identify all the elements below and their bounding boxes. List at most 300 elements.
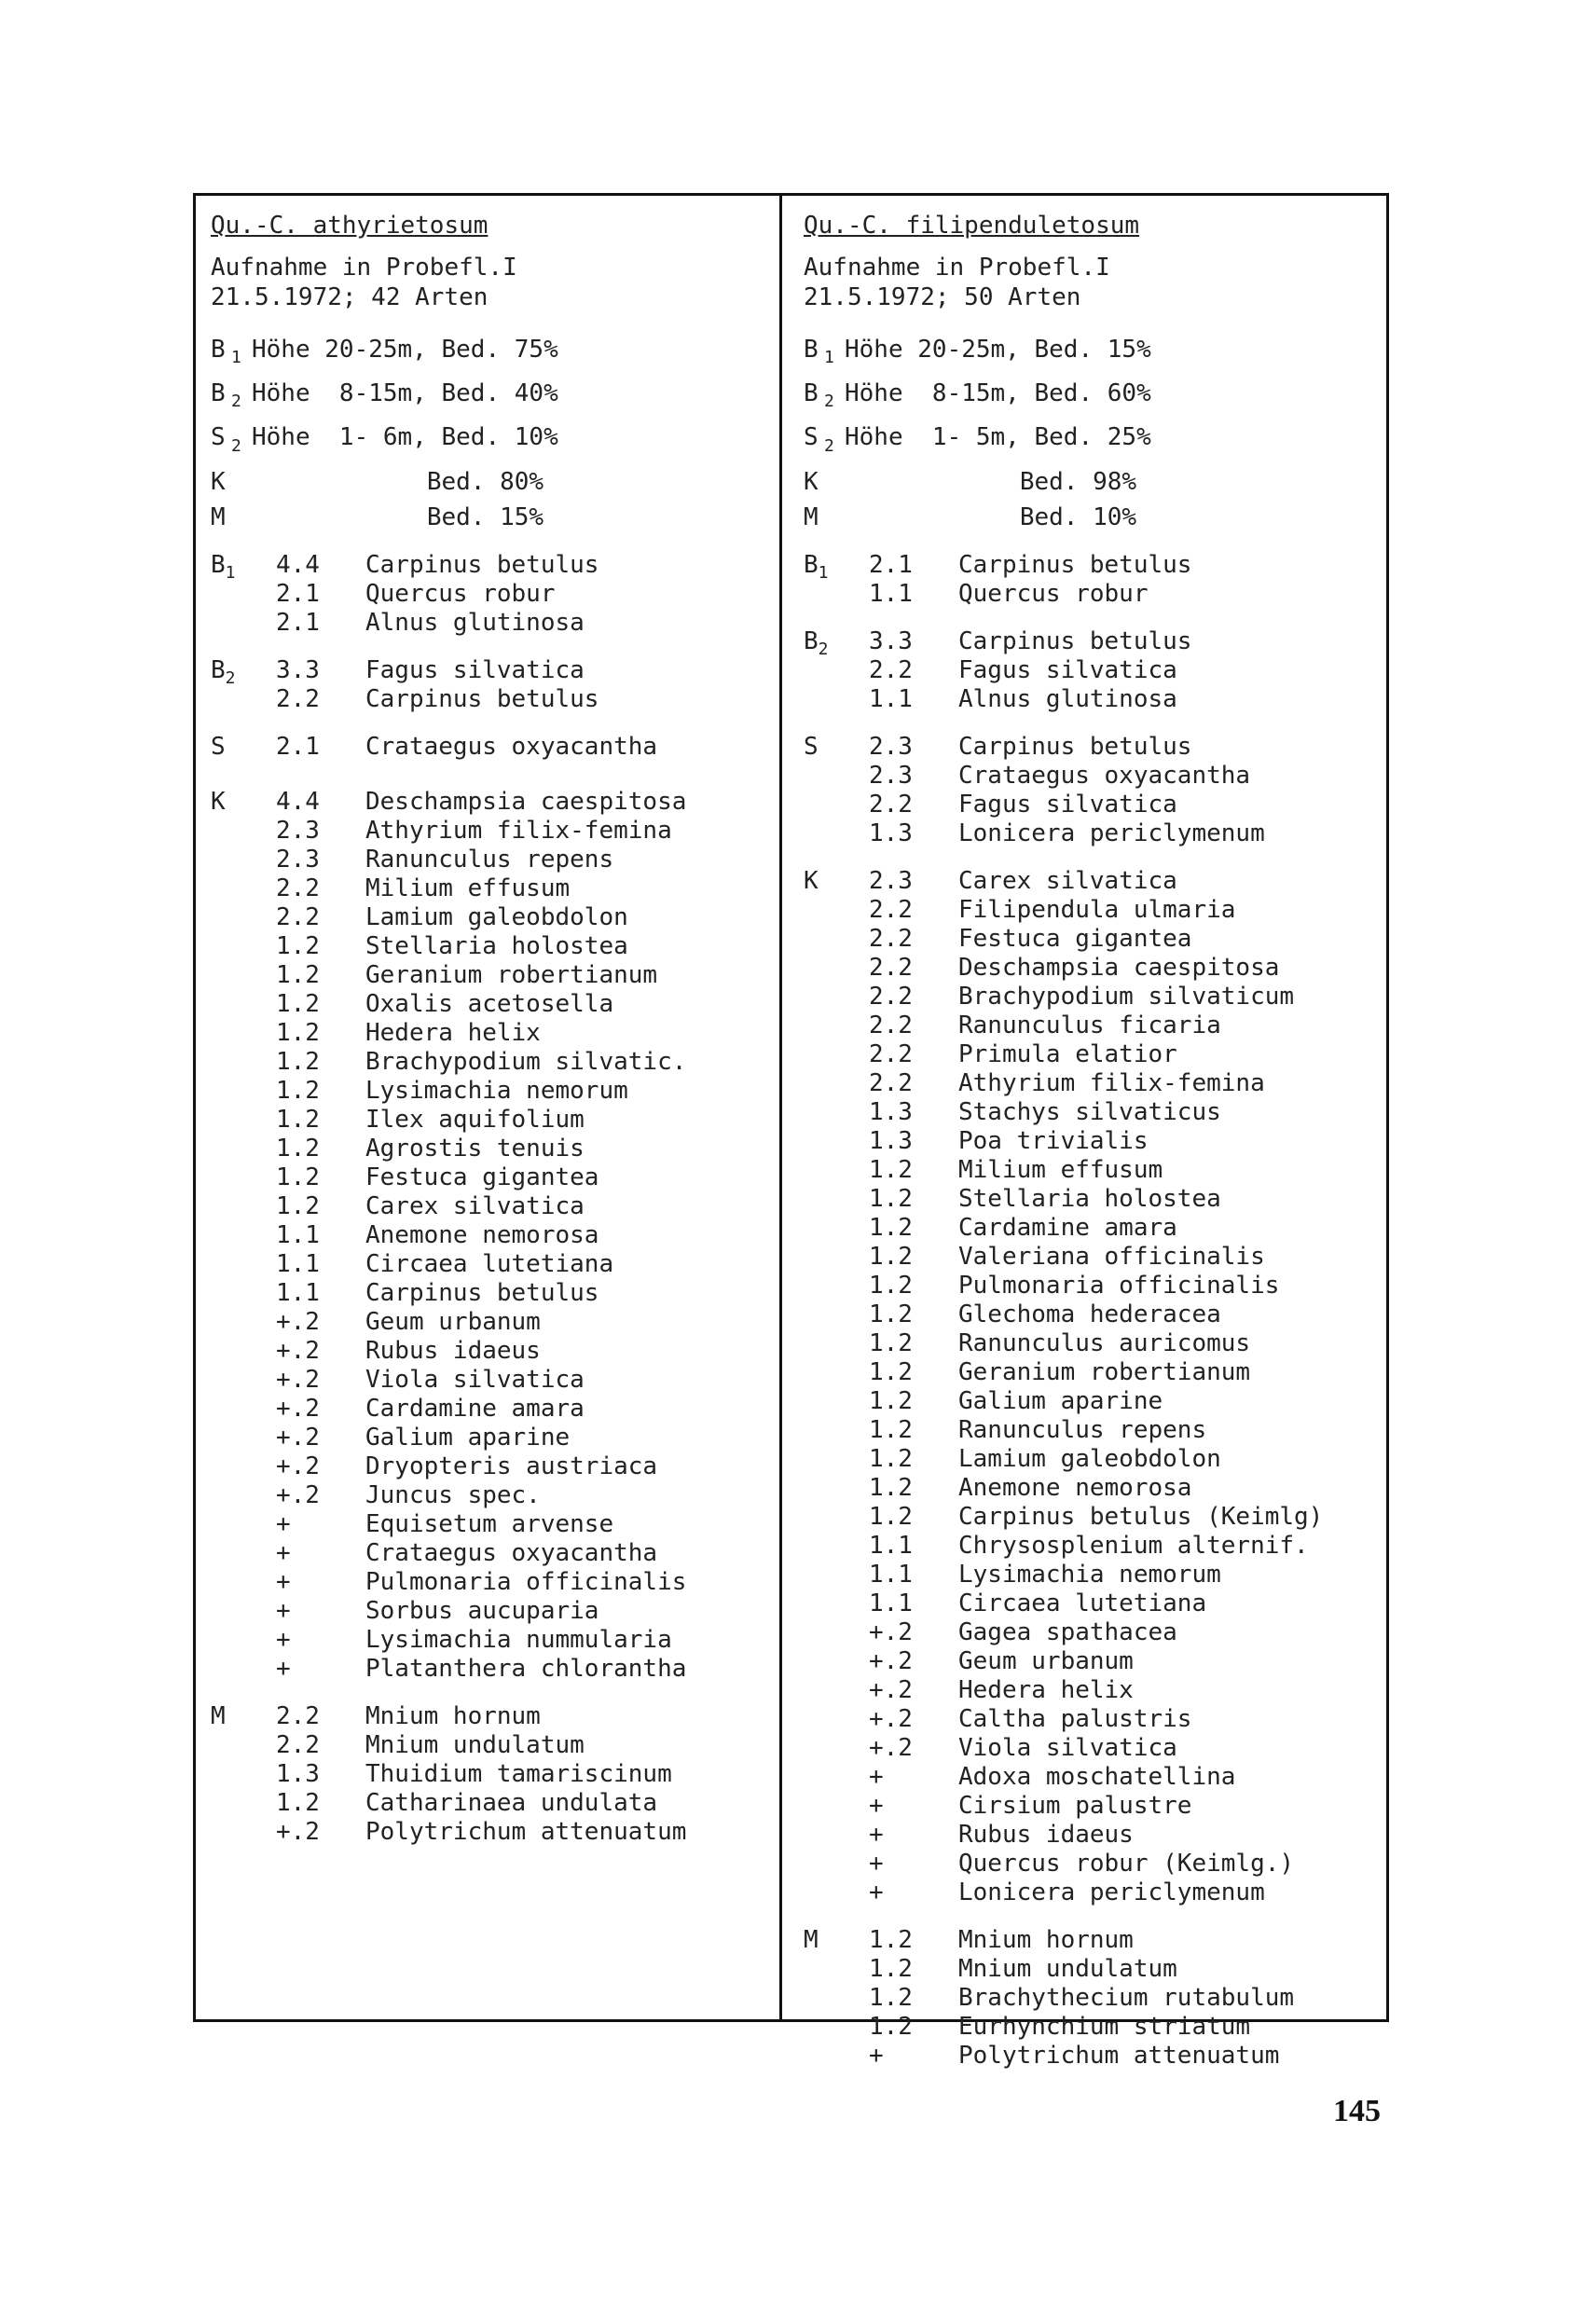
layer-line — [211, 378, 770, 417]
cover-value: 1.2 — [869, 1386, 913, 1415]
cover-value: 1.2 — [276, 1047, 320, 1076]
layer-text: Höhe 1- 6m, Bed. 10% — [252, 423, 558, 452]
cover-value: 2.2 — [869, 982, 913, 1011]
stratum-code — [804, 1926, 869, 2071]
cover-value: 1.2 — [276, 1788, 320, 1817]
species-name: Carpinus betulus — [365, 684, 599, 713]
species-name: Carex silvatica — [365, 1191, 585, 1220]
species-name: Mnium hornum — [365, 1701, 541, 1730]
layer-text: Höhe 1- 5m, Bed. 25% — [845, 423, 1151, 452]
layer-text: Höhe 20-25m, Bed. 75% — [252, 336, 558, 364]
species-row — [869, 1040, 1382, 1069]
stratum-group — [804, 627, 1382, 714]
species-name: Lamium galeobdolon — [958, 1444, 1221, 1473]
species-row — [276, 1395, 770, 1424]
species-row — [276, 1366, 770, 1395]
species-row — [869, 791, 1382, 819]
species-name: Geum urbanum — [365, 1307, 541, 1336]
species-name: Hedera helix — [958, 1675, 1134, 1704]
stratum-code — [211, 788, 276, 1684]
cover-value: + — [276, 1538, 291, 1567]
date-species-count: 21.5.1972; 50 Arten — [804, 283, 1081, 311]
species-row — [276, 1731, 770, 1760]
species-row — [869, 1532, 1382, 1561]
species-name: Pulmonaria officinalis — [958, 1271, 1280, 1300]
species-name: Athyrium filix-femina — [365, 816, 672, 845]
cover-value: 1.2 — [276, 960, 320, 989]
species-row — [869, 1416, 1382, 1445]
cover-value: 1.1 — [869, 684, 913, 713]
species-row — [869, 1243, 1382, 1272]
species-row — [276, 1818, 770, 1847]
cover-value: 1.2 — [869, 1300, 913, 1328]
layer-text: Höhe 8-15m, Bed. 60% — [845, 379, 1151, 408]
species-name: Viola silvatica — [365, 1365, 585, 1394]
cover-value: +.2 — [276, 1452, 320, 1480]
species-name: Carpinus betulus — [365, 550, 599, 579]
species-name: Carpinus betulus — [958, 550, 1192, 579]
species-row — [869, 1618, 1382, 1647]
species-row — [869, 2042, 1382, 2071]
stratum-subscript: 2 — [818, 639, 829, 659]
layer-summary — [804, 335, 1382, 532]
sampling-info-line: Aufnahme in Probefl.I — [211, 254, 517, 282]
layer-subscript: 1 — [824, 348, 834, 368]
species-row — [869, 1503, 1382, 1532]
species-row — [276, 1106, 770, 1135]
species-row — [869, 1821, 1382, 1850]
species-row — [869, 1069, 1382, 1098]
cover-value: 1.2 — [276, 931, 320, 960]
cover-value: +.2 — [276, 1423, 320, 1452]
species-name: Quercus robur — [958, 579, 1149, 608]
species-list — [211, 551, 770, 1847]
species-name: Galium aparine — [365, 1423, 571, 1452]
species-name: Crataegus oxyacantha — [365, 732, 658, 761]
species-name: Filipendula ulmaria — [958, 895, 1236, 924]
cover-value: + — [276, 1596, 291, 1625]
cover-value: 2.2 — [869, 1068, 913, 1097]
species-name: Quercus robur — [365, 579, 556, 608]
cover-value: 2.1 — [276, 732, 320, 761]
species-name: Ranunculus auricomus — [958, 1328, 1251, 1357]
species-name: Carpinus betulus (Keimlg) — [958, 1502, 1324, 1531]
species-name: Deschampsia caespitosa — [958, 953, 1280, 982]
species-name: Quercus robur (Keimlg.) — [958, 1849, 1295, 1878]
species-row — [276, 656, 770, 685]
cover-value: + — [276, 1654, 291, 1683]
stratum-group — [211, 788, 770, 1684]
cover-value: 2.2 — [276, 902, 320, 931]
species-list — [804, 551, 1382, 2071]
species-name: Lonicera periclymenum — [958, 819, 1265, 847]
cover-value: 2.3 — [869, 732, 913, 761]
species-row — [869, 1012, 1382, 1040]
species-name: Festuca gigantea — [365, 1163, 599, 1191]
cover-value: 2.2 — [869, 790, 913, 819]
species-name: Thuidium tamariscinum — [365, 1759, 672, 1788]
cover-value: 2.2 — [869, 895, 913, 924]
cover-value: 3.3 — [869, 626, 913, 655]
species-name: Alnus glutinosa — [365, 608, 585, 637]
species-name: Dryopteris austriaca — [365, 1452, 658, 1480]
species-name: Stachys silvaticus — [958, 1097, 1221, 1126]
species-name: Festuca gigantea — [958, 924, 1192, 953]
species-name: Crataegus oxyacantha — [365, 1538, 658, 1567]
species-row — [869, 1705, 1382, 1734]
layer-code: K — [804, 467, 819, 496]
cover-value: 2.3 — [276, 816, 320, 845]
species-name: Lonicera periclymenum — [958, 1878, 1265, 1906]
species-name: Mnium undulatum — [958, 1954, 1177, 1983]
species-name: Crataegus oxyacantha — [958, 761, 1251, 790]
species-name: Stellaria holostea — [958, 1184, 1221, 1213]
stratum-code — [211, 1702, 276, 1847]
cover-value: 2.2 — [276, 684, 320, 713]
species-row — [276, 1077, 770, 1106]
layer-line — [804, 422, 1382, 461]
layer-code: B — [804, 379, 819, 408]
species-name: Carpinus betulus — [958, 626, 1192, 655]
cover-value: 2.2 — [869, 1039, 913, 1068]
layer-code: S — [804, 423, 819, 452]
species-row — [869, 656, 1382, 685]
layer-text: Bed. 15% — [252, 502, 544, 531]
layer-subscript: 2 — [824, 392, 834, 412]
cover-value: 2.2 — [869, 1011, 913, 1039]
stratum-letter: B — [211, 655, 226, 684]
stratum-letter: K — [804, 866, 819, 895]
stratum-letter: K — [211, 787, 226, 816]
stratum-group — [804, 1926, 1382, 2071]
species-name: Rubus idaeus — [958, 1820, 1134, 1849]
species-row — [276, 1048, 770, 1077]
species-name: Carex silvatica — [958, 866, 1177, 895]
species-name: Cardamine amara — [365, 1394, 585, 1423]
species-row — [869, 925, 1382, 954]
stratum-letter: B — [804, 626, 819, 655]
cover-value: 1.1 — [869, 1560, 913, 1589]
layer-code: B — [211, 379, 226, 408]
species-row — [276, 990, 770, 1019]
species-row — [869, 1387, 1382, 1416]
sampling-info-line: Aufnahme in Probefl.I — [804, 254, 1110, 282]
cover-value: 1.2 — [869, 1473, 913, 1502]
column-divider — [779, 193, 782, 2022]
species-name: Polytrichum attenuatum — [958, 2041, 1280, 2070]
cover-value: +.2 — [276, 1336, 320, 1365]
species-row — [869, 1676, 1382, 1705]
species-name: Galium aparine — [958, 1386, 1163, 1415]
cover-value: 2.2 — [276, 1701, 320, 1730]
cover-value: + — [869, 1791, 884, 1820]
layer-code: M — [804, 502, 819, 531]
cover-value: 1.2 — [276, 1076, 320, 1105]
cover-value: + — [869, 1820, 884, 1849]
cover-value: 1.3 — [869, 1126, 913, 1155]
layer-subscript: 1 — [231, 348, 241, 368]
column-title: Qu.-C. athyrietosum — [211, 212, 488, 240]
layer-subscript: 2 — [824, 435, 834, 456]
species-row — [276, 1597, 770, 1626]
species-row — [869, 580, 1382, 609]
species-row — [276, 1481, 770, 1510]
species-name: Milium effusum — [958, 1155, 1163, 1184]
species-name: Rubus idaeus — [365, 1336, 541, 1365]
layer-text: Bed. 98% — [845, 467, 1137, 496]
species-row — [869, 1329, 1382, 1358]
species-name: Ranunculus repens — [365, 845, 614, 874]
species-row — [869, 1647, 1382, 1676]
species-row — [869, 1926, 1382, 1955]
column-athyrietosum — [211, 210, 770, 1847]
species-row — [276, 1019, 770, 1048]
stratum-letter: S — [211, 732, 226, 761]
species-row — [869, 1214, 1382, 1243]
species-row — [276, 1424, 770, 1452]
species-name: Caltha palustris — [958, 1704, 1192, 1733]
species-row — [869, 762, 1382, 791]
species-name: Oxalis acetosella — [365, 989, 614, 1018]
column-filipenduletosum — [804, 210, 1382, 2071]
species-row — [276, 1655, 770, 1684]
species-row — [869, 954, 1382, 983]
stratum-letter: B — [804, 550, 819, 579]
cover-value: +.2 — [276, 1307, 320, 1336]
species-row — [276, 580, 770, 609]
species-row — [869, 2013, 1382, 2042]
stratum-subscript: 1 — [818, 562, 829, 583]
cover-value: +.2 — [869, 1675, 913, 1704]
species-row — [869, 1156, 1382, 1185]
cover-value: 1.2 — [869, 1328, 913, 1357]
cover-value: 2.1 — [276, 608, 320, 637]
species-row — [869, 1185, 1382, 1214]
species-row — [276, 1192, 770, 1221]
species-row — [276, 1626, 770, 1655]
species-row — [869, 1358, 1382, 1387]
cover-value: 2.3 — [869, 761, 913, 790]
species-name: Mnium hornum — [958, 1925, 1134, 1954]
species-row — [869, 867, 1382, 896]
species-name: Cardamine amara — [958, 1213, 1177, 1242]
stratum-group — [211, 733, 770, 769]
column-title: Qu.-C. filipenduletosum — [804, 212, 1140, 240]
species-name: Ranunculus ficaria — [958, 1011, 1221, 1039]
species-name: Sorbus aucuparia — [365, 1596, 599, 1625]
species-name: Gagea spathacea — [958, 1617, 1177, 1646]
cover-value: 1.2 — [276, 989, 320, 1018]
cover-value: 1.1 — [869, 1589, 913, 1617]
species-row — [276, 1760, 770, 1789]
species-name: Ilex aquifolium — [365, 1105, 585, 1134]
species-name: Fagus silvatica — [958, 655, 1177, 684]
stratum-letter: S — [804, 732, 819, 761]
species-name: Polytrichum attenuatum — [365, 1817, 687, 1846]
stratum-subscript: 2 — [225, 667, 236, 688]
cover-value: 1.2 — [869, 1925, 913, 1954]
layer-code: S — [211, 423, 226, 452]
species-row — [276, 961, 770, 990]
species-row — [869, 819, 1382, 848]
cover-value: 2.2 — [869, 924, 913, 953]
species-row — [276, 1135, 770, 1163]
cover-value: 1.2 — [276, 1134, 320, 1163]
stratum-letter: M — [211, 1701, 226, 1730]
cover-value: + — [869, 1762, 884, 1791]
cover-value: 2.3 — [276, 845, 320, 874]
species-name: Pulmonaria officinalis — [365, 1567, 687, 1596]
layer-line — [804, 335, 1382, 373]
cover-value: +.2 — [276, 1394, 320, 1423]
stratum-group — [211, 551, 770, 638]
stratum-group — [804, 551, 1382, 609]
layer-subscript: 2 — [231, 392, 241, 412]
stratum-code — [211, 656, 276, 714]
layer-text: Höhe 20-25m, Bed. 15% — [845, 336, 1151, 364]
species-name: Poa trivialis — [958, 1126, 1149, 1155]
cover-value: 1.3 — [276, 1759, 320, 1788]
cover-value: 1.1 — [276, 1249, 320, 1278]
cover-value: 4.4 — [276, 550, 320, 579]
species-row — [869, 627, 1382, 656]
species-row — [276, 846, 770, 874]
cover-value: 1.1 — [276, 1220, 320, 1249]
cover-value: +.2 — [869, 1733, 913, 1762]
species-name: Geum urbanum — [958, 1646, 1134, 1675]
cover-value: 2.1 — [276, 579, 320, 608]
species-name: Glechoma hederacea — [958, 1300, 1221, 1328]
species-name: Circaea lutetiana — [958, 1589, 1207, 1617]
cover-value: 1.2 — [869, 2012, 913, 2041]
cover-value: 2.2 — [276, 1730, 320, 1759]
species-row — [276, 1452, 770, 1481]
stratum-letter: M — [804, 1925, 819, 1954]
cover-value: 3.3 — [276, 655, 320, 684]
species-row — [869, 1850, 1382, 1878]
species-name: Lysimachia nummularia — [365, 1625, 672, 1654]
cover-value: + — [276, 1625, 291, 1654]
species-row — [276, 788, 770, 817]
stratum-code — [804, 733, 869, 848]
cover-value: 1.2 — [869, 1155, 913, 1184]
species-row — [869, 983, 1382, 1012]
stratum-group — [211, 1702, 770, 1847]
species-name: Fagus silvatica — [958, 790, 1177, 819]
species-name: Catharinaea undulata — [365, 1788, 658, 1817]
species-row — [276, 1250, 770, 1279]
stratum-letter: B — [211, 550, 226, 579]
species-row — [276, 1308, 770, 1337]
stratum-code — [804, 627, 869, 714]
cover-value: 1.1 — [869, 579, 913, 608]
cover-value: 1.3 — [869, 1097, 913, 1126]
cover-value: + — [276, 1509, 291, 1538]
species-name: Chrysosplenium alternif. — [958, 1531, 1309, 1560]
cover-value: 1.2 — [276, 1105, 320, 1134]
cover-value: 1.2 — [869, 1954, 913, 1983]
species-row — [869, 1098, 1382, 1127]
layer-summary — [211, 335, 770, 532]
species-row — [869, 1590, 1382, 1618]
species-row — [276, 609, 770, 638]
cover-value: 2.1 — [869, 550, 913, 579]
cover-value: 1.1 — [869, 1531, 913, 1560]
stratum-subscript: 1 — [225, 562, 236, 583]
species-name: Equisetum arvense — [365, 1509, 614, 1538]
species-name: Lysimachia nemorum — [958, 1560, 1221, 1589]
cover-value: 1.1 — [276, 1278, 320, 1307]
species-name: Eurhynchium striatum — [958, 2012, 1251, 2041]
species-name: Brachypodium silvatic. — [365, 1047, 687, 1076]
species-row — [869, 896, 1382, 925]
species-name: Ranunculus repens — [958, 1415, 1207, 1444]
species-row — [869, 1955, 1382, 1984]
cover-value: + — [869, 1878, 884, 1906]
species-row — [276, 1568, 770, 1597]
species-row — [276, 932, 770, 961]
species-row — [276, 1789, 770, 1818]
species-name: Agrostis tenuis — [365, 1134, 585, 1163]
species-name: Milium effusum — [365, 874, 571, 902]
date-species-count: 21.5.1972; 42 Arten — [211, 283, 488, 311]
species-row — [276, 903, 770, 932]
layer-text: Höhe 8-15m, Bed. 40% — [252, 379, 558, 408]
species-row — [869, 1561, 1382, 1590]
cover-value: 1.2 — [869, 1242, 913, 1271]
stratum-code — [211, 733, 276, 769]
layer-text: Bed. 80% — [252, 467, 544, 496]
species-name: Athyrium filix-femina — [958, 1068, 1265, 1097]
species-row — [869, 1878, 1382, 1907]
species-row — [276, 1279, 770, 1308]
species-name: Primula elatior — [958, 1039, 1177, 1068]
layer-line — [211, 335, 770, 373]
species-row — [869, 733, 1382, 762]
cover-value: 4.4 — [276, 787, 320, 816]
species-name: Juncus spec. — [365, 1480, 541, 1509]
species-name: Fagus silvatica — [365, 655, 585, 684]
cover-value: 1.2 — [869, 1415, 913, 1444]
species-name: Lysimachia nemorum — [365, 1076, 628, 1105]
species-row — [869, 1445, 1382, 1474]
species-row — [869, 1474, 1382, 1503]
species-name: Anemone nemorosa — [365, 1220, 599, 1249]
species-row — [869, 1127, 1382, 1156]
species-row — [276, 874, 770, 903]
layer-line — [804, 467, 1382, 497]
species-row — [869, 685, 1382, 714]
cover-value: 1.2 — [869, 1213, 913, 1242]
layer-code: M — [211, 502, 226, 531]
species-name: Geranium robertianum — [958, 1357, 1251, 1386]
species-name: Stellaria holostea — [365, 931, 628, 960]
species-row — [276, 817, 770, 846]
species-row — [276, 1337, 770, 1366]
cover-value: 1.2 — [869, 1184, 913, 1213]
species-row — [276, 551, 770, 580]
species-row — [869, 1984, 1382, 2013]
layer-line — [211, 422, 770, 461]
species-row — [869, 551, 1382, 580]
cover-value: +.2 — [869, 1617, 913, 1646]
species-row — [276, 1702, 770, 1731]
species-row — [869, 1763, 1382, 1792]
cover-value: 1.2 — [276, 1163, 320, 1191]
cover-value: + — [276, 1567, 291, 1596]
cover-value: +.2 — [276, 1817, 320, 1846]
cover-value: + — [869, 2041, 884, 2070]
